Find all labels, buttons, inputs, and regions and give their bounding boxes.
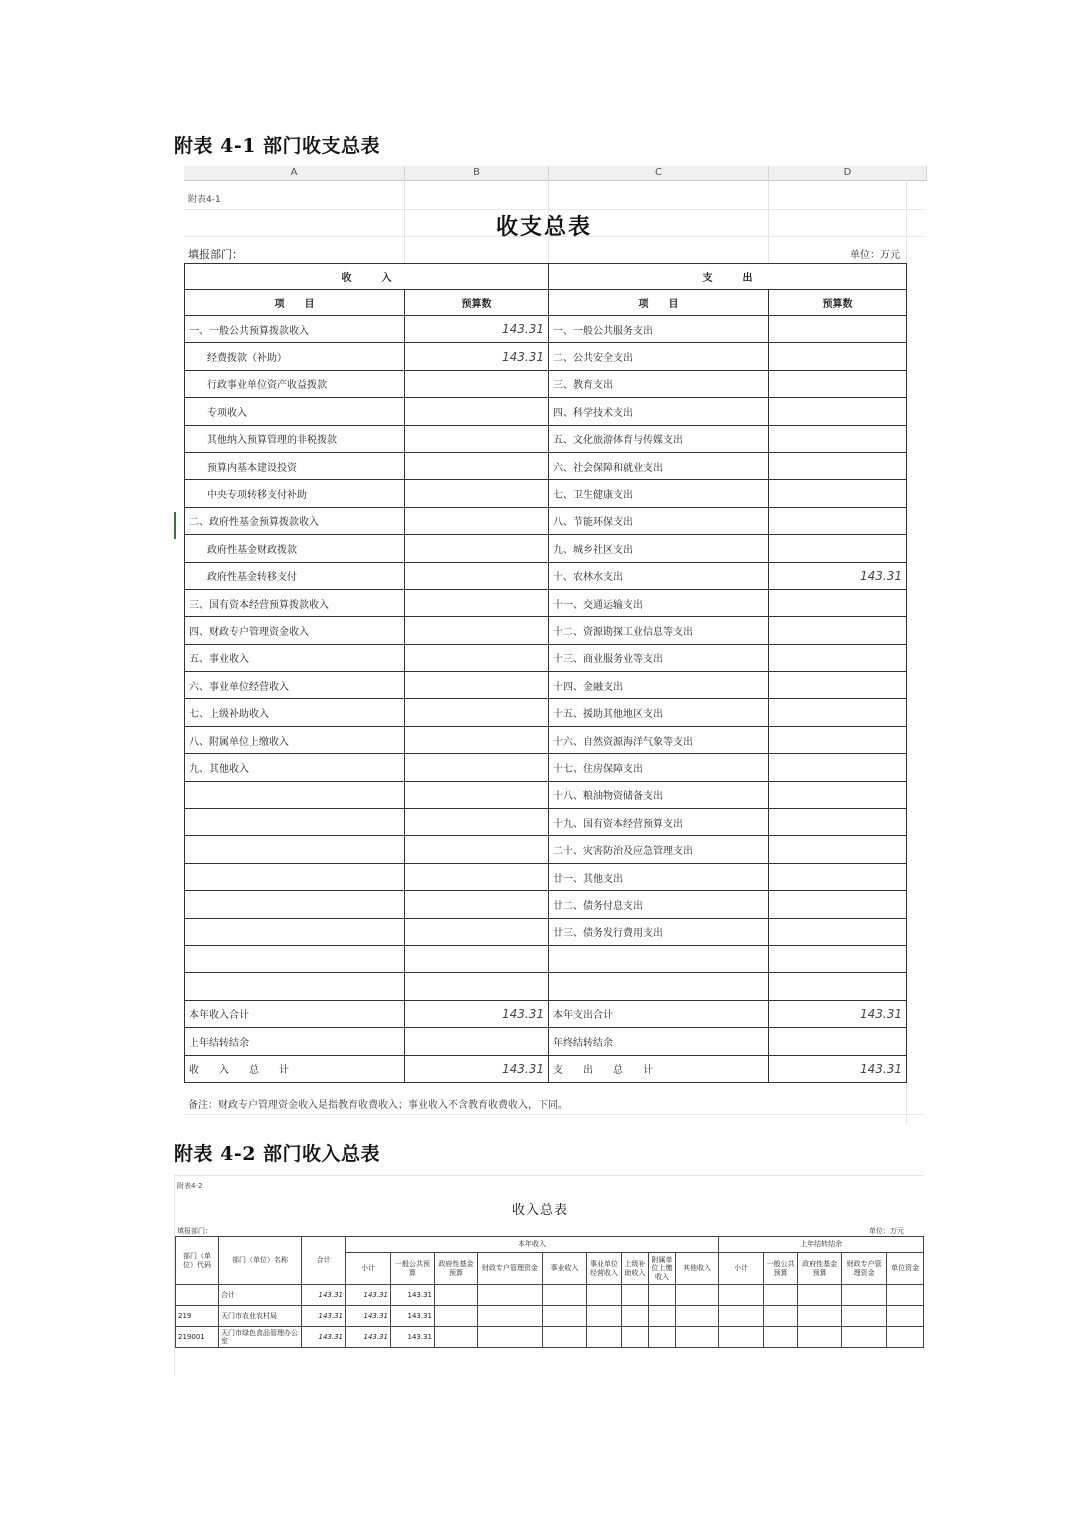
table-row <box>185 973 907 1000</box>
table-row <box>185 589 907 616</box>
expense-budget-cell <box>769 617 907 644</box>
expense-budget-cell: 143.31 <box>769 1000 907 1027</box>
expense-budget-cell <box>769 507 907 534</box>
expense-item-cell: 十、农林水支出 <box>549 562 769 589</box>
income-budget-cell <box>405 535 549 562</box>
expense-budget-cell <box>769 343 907 370</box>
table-row <box>185 945 907 972</box>
income-item-cell: 其他纳入预算管理的非税拨款 <box>185 425 405 452</box>
empty-cell <box>719 1306 764 1327</box>
income-budget-cell: 143.31 <box>405 1055 549 1082</box>
expense-budget-header: 预算数 <box>769 290 907 316</box>
code-cell: 219 <box>176 1306 219 1327</box>
table-row <box>185 918 907 945</box>
empty-cell <box>543 1285 587 1306</box>
empty-cell <box>842 1285 887 1306</box>
expense-budget-cell <box>769 918 907 945</box>
expense-item-cell: 十七、住房保障支出 <box>549 754 769 781</box>
prior-year-header: 上年结转结余 <box>719 1237 924 1253</box>
table-row <box>185 781 907 808</box>
sheet-note: 附表4-2 <box>177 1182 203 1190</box>
empty-cell <box>622 1306 649 1327</box>
empty-cell <box>435 1306 478 1327</box>
table-row <box>185 617 907 644</box>
table-row <box>185 672 907 699</box>
table-row <box>176 1285 924 1306</box>
income-item-cell <box>185 891 405 918</box>
empty-cell <box>719 1285 764 1306</box>
table-row <box>185 562 907 589</box>
empty-cell <box>622 1285 649 1306</box>
expense-item-cell: 十八、粮油物资储备支出 <box>549 781 769 808</box>
expense-budget-cell <box>769 480 907 507</box>
income-item-cell <box>185 781 405 808</box>
table-row <box>185 316 907 343</box>
income-budget-cell <box>405 781 549 808</box>
expense-item-cell: 十六、自然资源海洋气象等支出 <box>549 726 769 753</box>
empty-cell <box>649 1306 676 1327</box>
empty-cell <box>649 1285 676 1306</box>
empty-cell <box>478 1327 543 1348</box>
table-row <box>185 891 907 918</box>
income-item-cell: 六、事业单位经营收入 <box>185 672 405 699</box>
sheet-income-summary <box>174 1175 923 1376</box>
income-item-cell: 政府性基金财政拨款 <box>185 535 405 562</box>
table-row <box>185 754 907 781</box>
expense-item-cell: 五、文化旅游体育与传媒支出 <box>549 425 769 452</box>
col-header-a[interactable]: A <box>184 166 405 181</box>
general-budget-cell: 143.31 <box>391 1306 435 1327</box>
expense-budget-cell <box>769 672 907 699</box>
income-budget-cell <box>405 425 549 452</box>
expense-item-cell: 十一、交通运输支出 <box>549 589 769 616</box>
empty-cell <box>887 1327 924 1348</box>
expense-budget-cell <box>769 398 907 425</box>
income-budget-cell <box>405 617 549 644</box>
expense-budget-cell <box>769 370 907 397</box>
empty-cell <box>587 1306 622 1327</box>
current-sub-header: 上级补助收入 <box>622 1253 649 1285</box>
empty-cell <box>798 1327 842 1348</box>
table-row <box>185 836 907 863</box>
empty-cell <box>649 1327 676 1348</box>
prior-sub-header: 小计 <box>719 1253 764 1285</box>
income-budget-cell <box>405 699 549 726</box>
table-row <box>185 809 907 836</box>
income-item-cell <box>185 945 405 972</box>
expense-budget-cell <box>769 726 907 753</box>
expense-budget-cell <box>769 535 907 562</box>
heading-table-4-1: 附表 4-1 部门收支总表 <box>174 135 381 157</box>
footnote: 备注：财政专户管理资金收入是指教育收费收入；事业收入不含教育收费收入，下同。 <box>188 1100 568 1111</box>
name-header: 部门（单位）名称 <box>219 1237 302 1285</box>
empty-cell <box>887 1306 924 1327</box>
code-cell: 219001 <box>176 1327 219 1348</box>
income-item-cell: 三、国有资本经营预算拨款收入 <box>185 589 405 616</box>
sheet-note: 附表4-1 <box>188 195 221 205</box>
expense-budget-cell <box>769 452 907 479</box>
table-row <box>185 535 907 562</box>
expense-item-cell: 十三、商业服务业等支出 <box>549 644 769 671</box>
expense-item-cell: 十五、援助其他地区支出 <box>549 699 769 726</box>
expense-item-cell: 二、公共安全支出 <box>549 343 769 370</box>
prior-sub-header: 单位资金 <box>887 1253 924 1285</box>
income-budget-cell <box>405 836 549 863</box>
table-row <box>185 699 907 726</box>
prior-sub-header: 财政专户管理资金 <box>842 1253 887 1285</box>
empty-cell <box>587 1327 622 1348</box>
table-row <box>185 425 907 452</box>
income-item-cell: 预算内基本建设投资 <box>185 452 405 479</box>
income-budget-header: 预算数 <box>405 290 549 316</box>
expense-budget-cell <box>769 644 907 671</box>
expense-budget-cell: 143.31 <box>769 562 907 589</box>
income-item-cell <box>185 918 405 945</box>
income-budget-cell <box>405 562 549 589</box>
name-cell: 天门市绿色食品管理办公室 <box>219 1327 302 1348</box>
total-cell: 143.31 <box>302 1327 346 1348</box>
dept-label: 填报部门： <box>177 1227 212 1235</box>
income-budget-cell <box>405 398 549 425</box>
income-item-cell: 中央专项转移支付补助 <box>185 480 405 507</box>
active-cell-marker <box>174 512 176 539</box>
empty-cell <box>676 1285 719 1306</box>
income-item-cell: 专项收入 <box>185 398 405 425</box>
income-budget-cell <box>405 809 549 836</box>
expense-item-cell: 年终结转结余 <box>549 1028 769 1055</box>
expense-budget-cell: 143.31 <box>769 1055 907 1082</box>
income-budget-cell: 143.31 <box>405 343 549 370</box>
col-header-c[interactable]: C <box>549 166 769 181</box>
empty-cell <box>543 1306 587 1327</box>
expense-budget-cell <box>769 945 907 972</box>
income-item-cell <box>185 809 405 836</box>
prior-sub-header: 政府性基金预算 <box>798 1253 842 1285</box>
expense-item-cell <box>549 973 769 1000</box>
income-item-cell: 经费拨款（补助） <box>185 343 405 370</box>
empty-cell <box>435 1327 478 1348</box>
name-cell: 合计 <box>219 1285 302 1306</box>
expense-item-cell: 一、一般公共服务支出 <box>549 316 769 343</box>
income-item-header: 项 目 <box>185 290 405 316</box>
table-row <box>185 370 907 397</box>
current-sub-header: 附属单位上缴收入 <box>649 1253 676 1285</box>
income-item-cell <box>185 863 405 890</box>
sheet-title: 收支总表 <box>495 215 592 240</box>
table-row <box>185 726 907 753</box>
unit-label: 单位：万元 <box>850 250 900 261</box>
total-header: 合计 <box>302 1237 346 1285</box>
expense-item-cell: 六、社会保障和就业支出 <box>549 452 769 479</box>
income-budget-cell: 143.31 <box>405 1000 549 1027</box>
expense-item-cell: 九、城乡社区支出 <box>549 535 769 562</box>
code-cell <box>176 1285 219 1306</box>
subtotal-cell: 143.31 <box>346 1327 391 1348</box>
expense-budget-cell <box>769 891 907 918</box>
income-item-cell: 九、其他收入 <box>185 754 405 781</box>
income-item-cell: 行政事业单位资产收益拨款 <box>185 370 405 397</box>
income-item-cell: 上年结转结余 <box>185 1028 405 1055</box>
empty-cell <box>764 1285 798 1306</box>
income-item-cell: 一、一般公共预算拨款收入 <box>185 316 405 343</box>
current-sub-header: 小计 <box>346 1253 391 1285</box>
expense-budget-cell <box>769 699 907 726</box>
income-budget-cell <box>405 1028 549 1055</box>
expense-budget-cell <box>769 425 907 452</box>
current-sub-header: 一般公共预算 <box>391 1253 435 1285</box>
col-header-b[interactable]: B <box>405 166 549 181</box>
empty-cell <box>798 1285 842 1306</box>
expense-budget-cell <box>769 1028 907 1055</box>
income-budget-cell <box>405 452 549 479</box>
table-row <box>176 1327 924 1348</box>
expense-item-cell: 四、科学技术支出 <box>549 398 769 425</box>
expense-budget-cell <box>769 809 907 836</box>
table-row <box>185 644 907 671</box>
income-item-cell: 收 入 总 计 <box>185 1055 405 1082</box>
gridline <box>184 1114 924 1115</box>
income-expense-table <box>184 263 907 1083</box>
empty-cell <box>764 1306 798 1327</box>
income-budget-cell <box>405 589 549 616</box>
income-item-cell: 八、附属单位上缴收入 <box>185 726 405 753</box>
table-row <box>185 398 907 425</box>
expense-item-cell: 廿三、债务发行费用支出 <box>549 918 769 945</box>
expense-item-cell: 十四、金融支出 <box>549 672 769 699</box>
income-item-cell <box>185 973 405 1000</box>
income-budget-cell <box>405 480 549 507</box>
current-sub-header: 财政专户管理资金 <box>478 1253 543 1285</box>
expense-item-cell: 七、卫生健康支出 <box>549 480 769 507</box>
income-item-cell: 本年收入合计 <box>185 1000 405 1027</box>
subtotal-cell: 143.31 <box>346 1306 391 1327</box>
expense-item-cell: 三、教育支出 <box>549 370 769 397</box>
total-cell: 143.31 <box>302 1306 346 1327</box>
income-budget-cell <box>405 945 549 972</box>
income-item-cell: 二、政府性基金预算拨款收入 <box>185 507 405 534</box>
income-budget-cell <box>405 891 549 918</box>
income-budget-cell: 143.31 <box>405 316 549 343</box>
expense-budget-cell <box>769 589 907 616</box>
code-header: 部门（单位）代码 <box>176 1237 219 1285</box>
income-item-cell: 政府性基金转移支付 <box>185 562 405 589</box>
empty-cell <box>764 1327 798 1348</box>
table-row <box>185 863 907 890</box>
current-sub-header: 事业收入 <box>543 1253 587 1285</box>
empty-cell <box>676 1306 719 1327</box>
table-row <box>176 1306 924 1327</box>
expense-budget-cell <box>769 781 907 808</box>
expense-item-cell: 廿一、其他支出 <box>549 863 769 890</box>
expense-budget-cell <box>769 863 907 890</box>
income-item-cell: 五、事业收入 <box>185 644 405 671</box>
prior-sub-header: 一般公共预算 <box>764 1253 798 1285</box>
subtotal-cell: 143.31 <box>346 1285 391 1306</box>
expense-item-cell: 二十、灾害防治及应急管理支出 <box>549 836 769 863</box>
income-budget-cell <box>405 754 549 781</box>
income-summary-table <box>175 1236 924 1348</box>
expense-item-cell: 八、节能环保支出 <box>549 507 769 534</box>
expense-budget-cell <box>769 973 907 1000</box>
name-cell: 天门市农业农村局 <box>219 1306 302 1327</box>
general-budget-cell: 143.31 <box>391 1285 435 1306</box>
expense-item-cell: 十九、国有资本经营预算支出 <box>549 809 769 836</box>
general-budget-cell: 143.31 <box>391 1327 435 1348</box>
income-budget-cell <box>405 370 549 397</box>
empty-cell <box>887 1285 924 1306</box>
expense-item-cell: 本年支出合计 <box>549 1000 769 1027</box>
unit-label: 单位：万元 <box>869 1227 904 1235</box>
total-cell: 143.31 <box>302 1285 346 1306</box>
income-budget-cell <box>405 672 549 699</box>
current-sub-header: 政府性基金预算 <box>435 1253 478 1285</box>
expense-item-cell <box>549 945 769 972</box>
income-budget-cell <box>405 507 549 534</box>
current-sub-header: 其他收入 <box>676 1253 719 1285</box>
expense-item-header: 项 目 <box>549 290 769 316</box>
table-row <box>185 343 907 370</box>
income-budget-cell <box>405 973 549 1000</box>
empty-cell <box>676 1327 719 1348</box>
empty-cell <box>478 1306 543 1327</box>
heading-table-4-2: 附表 4-2 部门收入总表 <box>174 1143 381 1165</box>
expense-header: 支 出 <box>549 264 907 290</box>
table-row <box>185 1055 907 1082</box>
table-row <box>185 507 907 534</box>
income-budget-cell <box>405 918 549 945</box>
table-row <box>185 1028 907 1055</box>
col-header-d[interactable]: D <box>769 166 927 181</box>
table-row <box>185 452 907 479</box>
income-budget-cell <box>405 726 549 753</box>
empty-cell <box>587 1285 622 1306</box>
expense-item-cell: 支 出 总 计 <box>549 1055 769 1082</box>
expense-budget-cell <box>769 316 907 343</box>
sheet-title: 收入总表 <box>511 1203 568 1218</box>
income-budget-cell <box>405 863 549 890</box>
empty-cell <box>435 1285 478 1306</box>
empty-cell <box>842 1327 887 1348</box>
expense-item-cell: 廿二、债务付息支出 <box>549 891 769 918</box>
dept-label: 填报部门： <box>188 248 243 261</box>
current-year-header: 本年收入 <box>346 1237 719 1253</box>
empty-cell <box>719 1327 764 1348</box>
sheet-income-expense-summary <box>174 166 926 1124</box>
table-row <box>185 1000 907 1027</box>
empty-cell <box>842 1306 887 1327</box>
table-row <box>185 480 907 507</box>
expense-item-cell: 十二、资源勘探工业信息等支出 <box>549 617 769 644</box>
empty-cell <box>622 1327 649 1348</box>
current-sub-header: 事业单位经营收入 <box>587 1253 622 1285</box>
empty-cell <box>478 1285 543 1306</box>
income-header: 收 入 <box>185 264 549 290</box>
empty-cell <box>543 1327 587 1348</box>
income-item-cell <box>185 836 405 863</box>
expense-budget-cell <box>769 754 907 781</box>
income-budget-cell <box>405 644 549 671</box>
empty-cell <box>798 1306 842 1327</box>
income-item-cell: 四、财政专户管理资金收入 <box>185 617 405 644</box>
expense-budget-cell <box>769 836 907 863</box>
income-item-cell: 七、上级补助收入 <box>185 699 405 726</box>
